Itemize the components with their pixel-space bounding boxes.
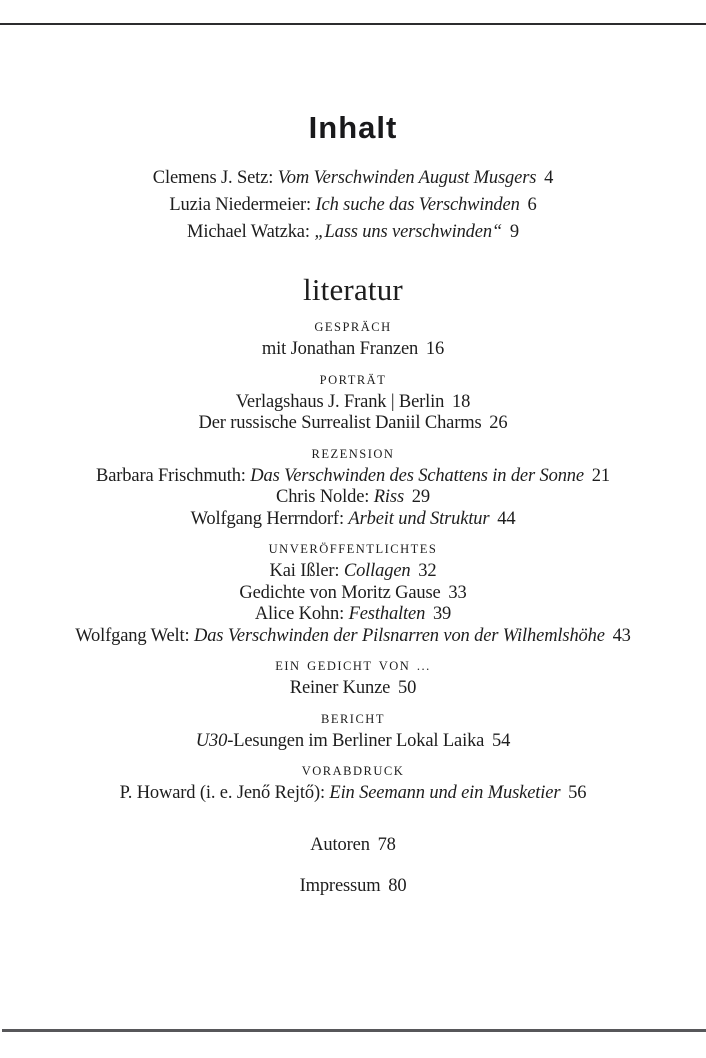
toc-entry [0, 835, 706, 857]
entry-text: Michael Watzka: [187, 222, 315, 242]
entry-title-text: Vom Verschwinden August Musgers [277, 168, 537, 188]
toc-section [0, 446, 706, 531]
entry-text: Wolfgang Herrndorf: [190, 508, 349, 529]
section-label: VORABDRUCK [301, 764, 405, 778]
entry-text: Luzia Niedermeier: [169, 195, 316, 215]
entry-text: -Lesungen im Berliner Lokal Laika [227, 730, 485, 751]
top-rule [0, 23, 706, 25]
entry-title-text: Collagen [343, 561, 411, 581]
page-number: 18 [452, 391, 471, 412]
entry-text: Verlagshaus J. Frank | Berlin [235, 391, 445, 412]
page-number: 78 [377, 834, 396, 855]
toc-entry [0, 509, 706, 531]
section-label: REZENSION [311, 446, 395, 461]
entry-title-text: Festhalten [348, 604, 426, 624]
page-number: 44 [497, 508, 516, 529]
toc-footer-entries [0, 835, 706, 898]
toc-entry [0, 487, 706, 509]
page-number: 16 [425, 339, 445, 359]
page-title: Inhalt [308, 110, 398, 145]
entry-title-text: Riss [373, 487, 405, 507]
section-label: BERICHT [321, 711, 385, 726]
entry-text: Reiner Kunze [289, 678, 391, 698]
entry-text: Autoren [310, 834, 370, 855]
page-number: 4 [544, 168, 554, 188]
toc-entry [0, 626, 706, 648]
toc-entry [0, 413, 706, 435]
page-number: 39 [432, 604, 452, 624]
toc-entry [0, 192, 706, 219]
toc-section [0, 372, 706, 435]
entry-title-text: Ich suche das Verschwinden [315, 195, 520, 215]
entry-text: Der russische Surrealist Daniil Charms [198, 413, 482, 433]
entry-title-text: Arbeit und Struktur [348, 508, 490, 529]
toc-entry [0, 731, 706, 753]
page-number: 56 [568, 783, 587, 803]
page-number: 80 [388, 876, 407, 896]
entry-text: Chris Nolde: [276, 487, 374, 507]
section-label: GESPRÄCH [314, 320, 392, 334]
toc-section [0, 763, 706, 805]
page-number: 33 [448, 582, 467, 603]
toc-entry [0, 165, 706, 192]
toc-section [0, 319, 706, 361]
entry-title-text: Das Verschwinden der Pilsnarren von der Wilhemlshöhe [194, 625, 605, 646]
page-number: 54 [492, 730, 511, 751]
entry-title-text: Das Verschwinden des Schattens in der Sonne [250, 465, 584, 486]
entry-text: Barbara Frischmuth: [96, 465, 251, 486]
entry-title-text: U30 [195, 730, 228, 751]
toc-entry [0, 678, 706, 700]
toc-entry [0, 561, 706, 583]
toc-entry [0, 339, 706, 361]
entry-text: Wolfgang Welt: [75, 625, 194, 646]
toc-entry [0, 783, 706, 805]
page-number: 26 [489, 413, 508, 433]
entry-text: Impressum [299, 876, 381, 896]
toc-entry [0, 392, 706, 414]
page-number: 32 [418, 561, 437, 581]
page-number: 50 [397, 678, 417, 698]
toc-entry [0, 604, 706, 626]
bottom-rule [2, 1029, 706, 1032]
entry-text: Gedichte von Moritz Gause [239, 582, 441, 603]
section-label: UNVERÖFFENTLICHTES [268, 542, 438, 556]
entry-text: mit Jonathan Franzen [261, 339, 419, 359]
entry-text: Clemens J. Setz: [152, 168, 278, 188]
entry-title-text: Ein Seemann und ein Musketier [329, 783, 561, 803]
toc-section [0, 658, 706, 700]
page-number: 21 [591, 465, 610, 486]
entry-text: Alice Kohn: [254, 604, 349, 624]
section-label: PORTRÄT [319, 372, 387, 387]
entry-text: Kai Ißler: [269, 561, 344, 581]
toc-entry [0, 876, 706, 898]
section-label: EIN GEDICHT VON ... [275, 659, 431, 673]
section-title-literatur: literatur [303, 272, 403, 307]
toc-section [0, 541, 706, 647]
page-number: 29 [411, 487, 430, 507]
page-number: 6 [527, 195, 537, 215]
toc-section [0, 711, 706, 753]
entry-text: P. Howard (i. e. Jenő Rejtő): [119, 783, 330, 803]
entry-title-text: „Lass uns verschwinden“ [314, 222, 503, 242]
toc-entry [0, 583, 706, 605]
page-number: 9 [509, 222, 519, 242]
toc-top-entries [0, 165, 706, 246]
page-number: 43 [612, 625, 631, 646]
toc-entry [0, 219, 706, 246]
toc-sections [0, 319, 706, 805]
toc-entry [0, 466, 706, 488]
